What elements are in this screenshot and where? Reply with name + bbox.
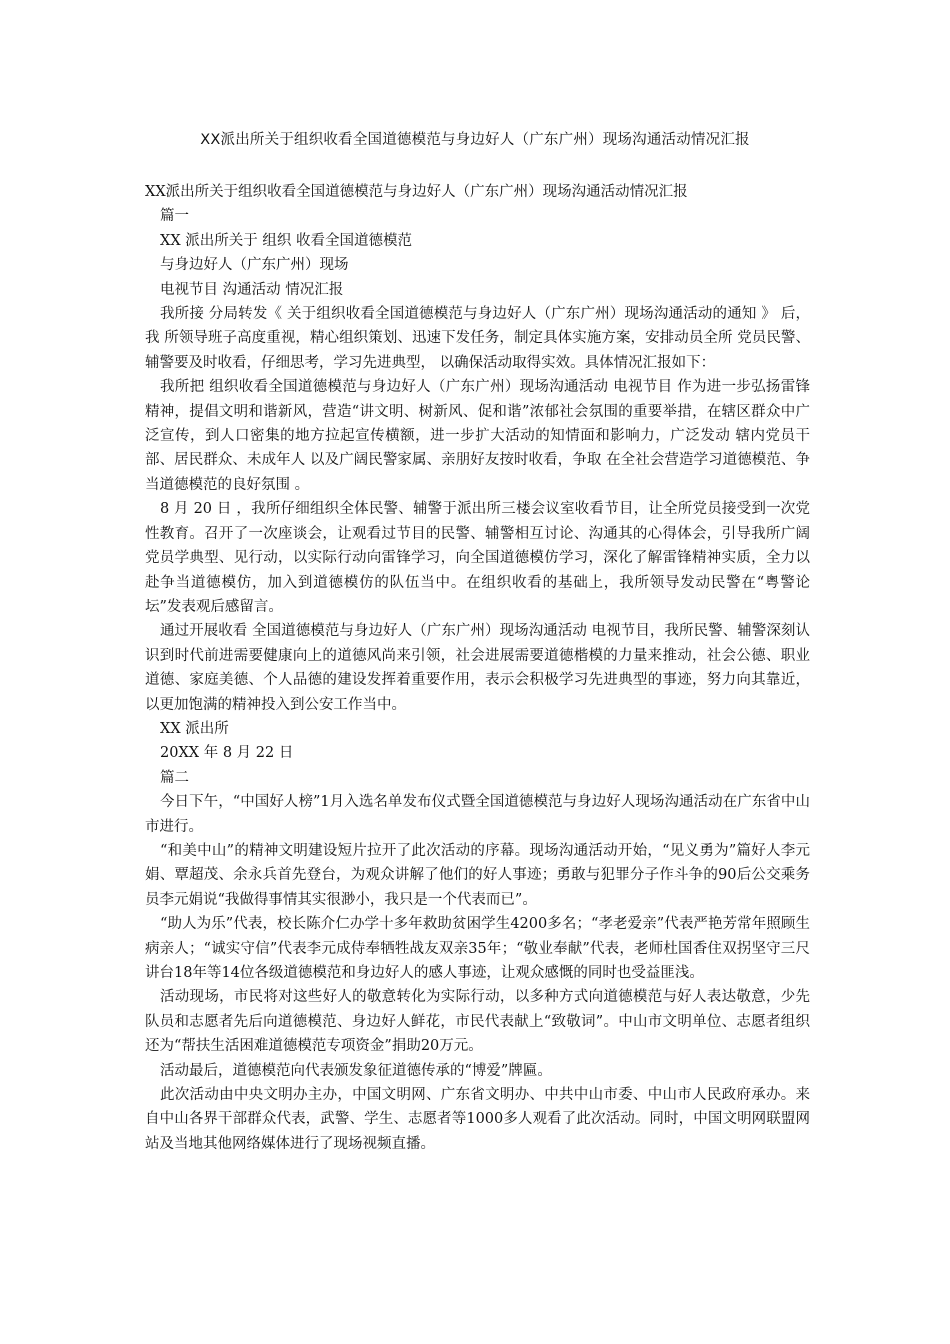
paragraph: 活动最后，道德模范向代表颁发象征道德传承的“博爱”牌匾。 [160,1062,552,1079]
section-label-2: 篇二 [160,769,189,786]
paragraph: 今日下午，“中国好人榜”1月入选名单发布仪式暨全国道德模范与身边好人现场沟通活动在广东省中山市进行。 [145,794,810,835]
document-title: XX派出所关于组织收看全国道德模范与身边好人（广东广州）现场沟通活动情况汇报 [200,132,750,148]
subtitle-line-1: XX 派出所关于 组织 收看全国道德模范 [160,232,412,249]
paragraph: 我所接 分局转发《 关于组织收看全国道德模范与身边好人（广东广州）现场沟通活动的通知 》 后， 我 所领导班子高度重视，精心组织策划、迅速下发任务，制定具体实施方案，安排动员全所 党员民警、辅警要及时收看，仔细思考，学习先进典型， 以确保活动取得实效。具体情况汇报如下： [145,306,810,371]
signoff-org: XX 派出所 [160,720,229,737]
paragraph: 通过开展收看 全国道德模范与身边好人（广东广州）现场沟通活动 电视节目，我所民警、辅警深刻认识到时代前进需要健康向上的道德风尚来引领，社会进展需要道德楷模的力量来推动，社会公德、职业道德、家庭美德、个人品德的建设发挥着重要作用，表示会积极学习先进典型的事迹，努力向其靠近，以更加饱满的精神投入到公安工作当中。 [145,623,810,713]
signoff-date: 20XX 年 8 月 22 日 [160,745,294,762]
paragraph: 8 月 20 日 ，我所仔细组织全体民警、辅警于派出所三楼会议室收看节目，让全所党员接受到一次党性教育。召开了一次座谈会，让观看过节目的民警、辅警相互讨论、沟通其的心得体会，引导我所广阔党员学典型、见行动，以实际行动向雷锋学习，向全国道德模仿学习，深化了解雷锋精神实质，全力以赴争当道德模仿，加入到道德模仿的队伍当中。在组织收看的基础上，我所领导发动民警在“粤警论坛”发表观后感留言。 [145,501,810,615]
paragraph: 此次活动由中央文明办主办，中国文明网、广东省文明办、中共中山市委、中山市人民政府承办。来自中山各界干部群众代表，武警、学生、志愿者等1000多人观看了此次活动。同时，中国文明网联盟网站及当地其他网络媒体进行了现场视频直播。 [145,1087,810,1152]
body-heading: XX派出所关于组织收看全国道德模范与身边好人（广东广州）现场沟通活动情况汇报 [145,184,688,200]
paragraph: “和美中山”的精神文明建设短片拉开了此次活动的序幕。现场沟通活动开始，“见义勇为”篇好人李元娟、覃超茂、余永兵首先登台，为观众讲解了他们的好人事迹；勇敢与犯罪分子作斗争的90后公交乘务员李元娟说“我做得事情其实很渺小，我只是一个代表而已”。 [145,842,810,908]
document-body [145,180,810,1156]
section-label-1: 篇一 [160,208,189,225]
paragraph: 活动现场，市民将对这些好人的敬意转化为实际行动，以多种方式向道德模范与好人表达敬意，少先队员和志愿者先后向道德模范、身边好人鲜花，市民代表献上“致敬词”。中山市文明单位、志愿者组织还为“帮扶生活困难道德模范专项资金”捐助20万元。 [145,989,810,1055]
paragraph: “助人为乐”代表，校长陈介仁办学十多年救助贫困学生4200多名；“孝老爱亲”代表严艳芳常年照顾生病亲人；“诚实守信”代表李元成侍奉牺牲战友双亲35年；“敬业奉献”代表，老师杜国香住双拐坚守三尺讲台18年等14位各级道德模范和身边好人的感人事迹，让观众感慨的同时也受益匪浅。 [145,916,810,981]
subtitle-line-2: 与身边好人（广东广州）现场 [160,257,349,274]
paragraph: 我所把 组织收看全国道德模范与身边好人（广东广州）现场沟通活动 电视节目 作为进一步弘扬雷锋精神，提倡文明和谐新风，营造“讲文明、树新风、促和谐”浓郁社会氛围的重要举措，在辖区群众中广泛宣传，到人口密集的地方拉起宣传横额，进一步扩大活动的知情面和影响力，广泛发动 辖内党员干部、居民群众、未成年人 以及广阔民警家属、亲朋好友按时收看，争取 在全社会营造学习道德模范、争当道德模范的良好氛围 。 [145,379,810,493]
subtitle-line-3: 电视节目 沟通活动 情况汇报 [160,281,344,298]
